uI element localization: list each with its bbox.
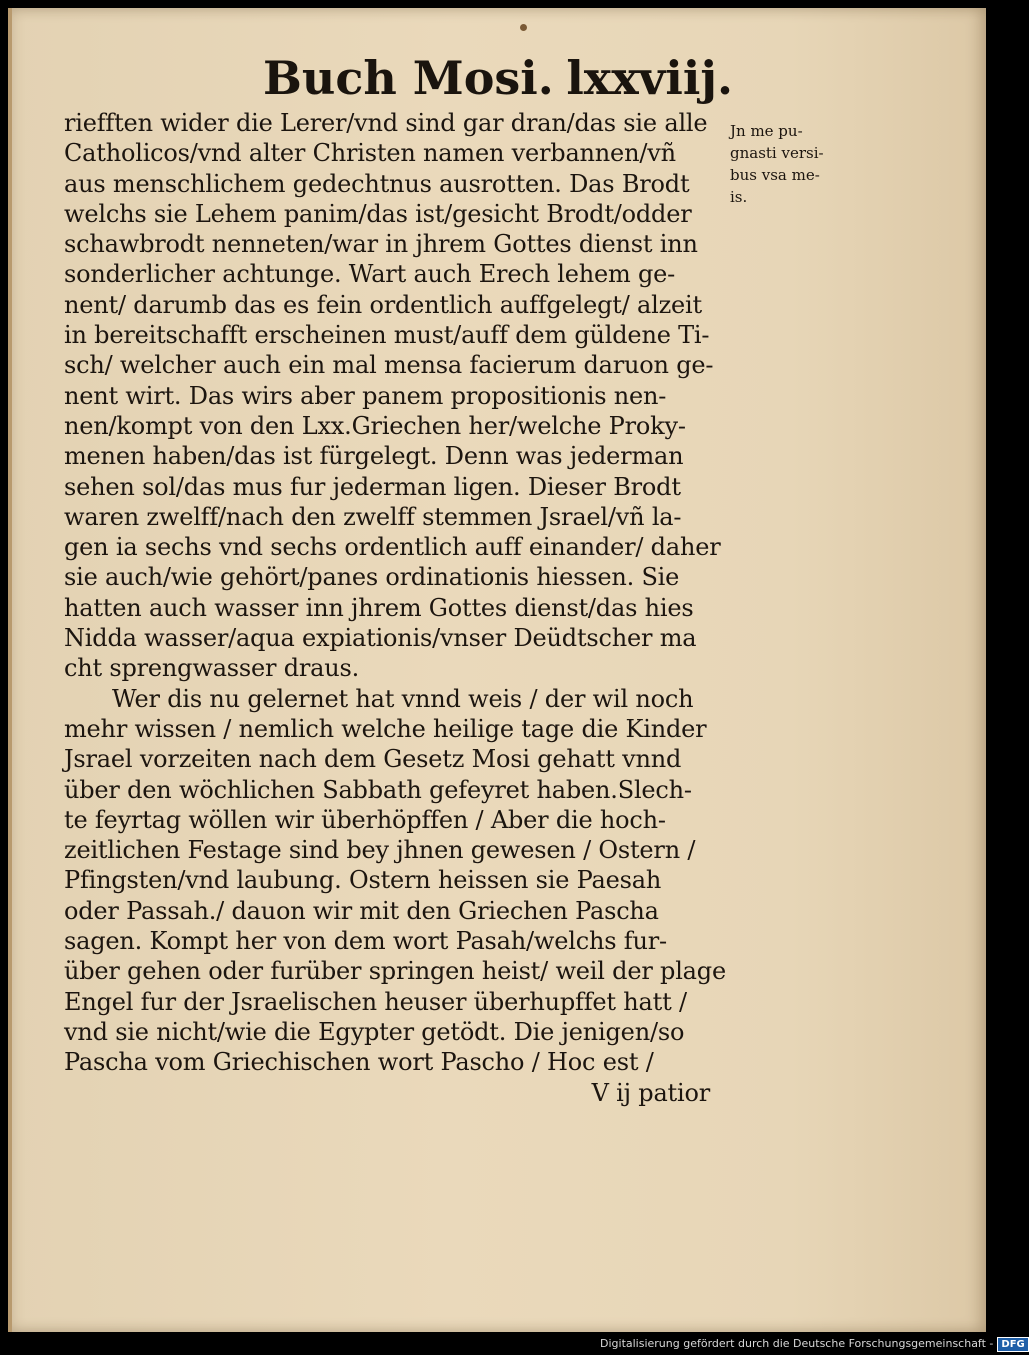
main-text-block bbox=[64, 108, 724, 1108]
text-line: schawbrodt nenneten/war in jhrem Gottes dienst inn bbox=[64, 230, 698, 259]
text-line: nen/kompt von den Lxx.Griechen her/welche Proky- bbox=[64, 411, 686, 440]
text-line: gen ia sechs vnd sechs ordentlich auff einander/ daher bbox=[64, 533, 721, 562]
text-line: in bereitschafft erscheinen must/auff dem güldene Ti- bbox=[64, 321, 710, 350]
text-line: sehen sol/das mus fur jederman ligen. Dieser Brodt bbox=[64, 472, 681, 501]
running-head-title: Buch Mosi. bbox=[263, 51, 554, 105]
text-line: welchs sie Lehem panim/das ist/gesicht Brodt/odder bbox=[64, 199, 692, 228]
text-line: sch/ welcher auch ein mal mensa facierum daruon ge- bbox=[64, 351, 714, 380]
book-page bbox=[8, 8, 986, 1332]
text-line: nent wirt. Das wirs aber panem propositionis nen- bbox=[64, 381, 667, 410]
text-line: über gehen oder furüber springen heist/ weil der plage bbox=[64, 957, 726, 986]
marginal-note-line: bus vsa me- bbox=[730, 166, 820, 184]
folio-number: lxxviij. bbox=[566, 51, 733, 105]
text-line: sagen. Kompt her von dem wort Pasah/welchs fur- bbox=[64, 927, 667, 956]
marginal-note bbox=[730, 120, 860, 208]
text-line: Catholicos/vnd alter Christen namen verbannen/vñ bbox=[64, 139, 676, 168]
text-line: menen haben/das ist fürgelegt. Denn was jederman bbox=[64, 442, 684, 471]
marginal-note-line: is. bbox=[730, 188, 748, 206]
text-line: hatten auch wasser inn jhrem Gottes dienst/das hies bbox=[64, 593, 694, 622]
text-line: te feyrtag wöllen wir überhöpffen / Aber die hoch- bbox=[64, 805, 666, 834]
text-line: waren zwelff/nach den zwelff stemmen Jsrael/vñ la- bbox=[64, 502, 682, 531]
text-line: zeitlichen Festage sind bey jhnen gewesen / Ostern / bbox=[64, 836, 696, 865]
credit-text: Digitalisierung gefördert durch die Deutsche Forschungsgemeinschaft - bbox=[600, 1337, 994, 1350]
text-line: oder Passah./ dauon wir mit den Griechen Pascha bbox=[64, 896, 659, 925]
page-fold bbox=[8, 8, 12, 1332]
digitization-credit bbox=[600, 1334, 1025, 1354]
text-line: Pfingsten/vnd laubung. Ostern heissen sie Paesah bbox=[64, 866, 662, 895]
marginal-note-line: Jn me pu- bbox=[730, 122, 803, 140]
text-line: sie auch/wie gehört/panes ordinationis hiessen. Sie bbox=[64, 563, 680, 592]
text-line: Pascha vom Griechischen wort Pascho / Hoc est / bbox=[64, 1048, 654, 1077]
text-line: Engel fur der Jsraelischen heuser überhupffet hatt / bbox=[64, 987, 687, 1016]
ink-spot bbox=[520, 24, 527, 31]
dfg-logo: DFG bbox=[997, 1337, 1028, 1352]
text-line: vnd sie nicht/wie die Egypter getödt. Die jenigen/so bbox=[64, 1017, 685, 1046]
text-line: riefften wider die Lerer/vnd sind gar dran/das sie alle bbox=[64, 109, 708, 137]
signature-catchword: V ij patior bbox=[591, 1078, 710, 1107]
text-line: Nidda wasser/aqua expiationis/vnser Deüdtscher ma bbox=[64, 624, 697, 653]
text-line: über den wöchlichen Sabbath gefeyret haben.Slech- bbox=[64, 775, 692, 804]
text-line: aus menschlichem gedechtnus ausrotten. Das Brodt bbox=[64, 169, 690, 198]
text-line: sonderlicher achtunge. Wart auch Erech lehem ge- bbox=[64, 260, 676, 289]
running-head bbox=[263, 48, 733, 108]
text-line: nent/ darumb das es fein ordentlich auffgelegt/ alzeit bbox=[64, 290, 702, 319]
marginal-note-line: gnasti versi- bbox=[730, 144, 824, 162]
text-line: mehr wissen / nemlich welche heilige tage die Kinder bbox=[64, 714, 707, 743]
text-line: cht sprengwasser draus. bbox=[64, 654, 360, 683]
text-line: Jsrael vorzeiten nach dem Gesetz Mosi gehatt vnnd bbox=[64, 745, 682, 774]
paragraph-start-line: Wer dis nu gelernet hat vnnd weis / der wil noch bbox=[112, 684, 694, 713]
